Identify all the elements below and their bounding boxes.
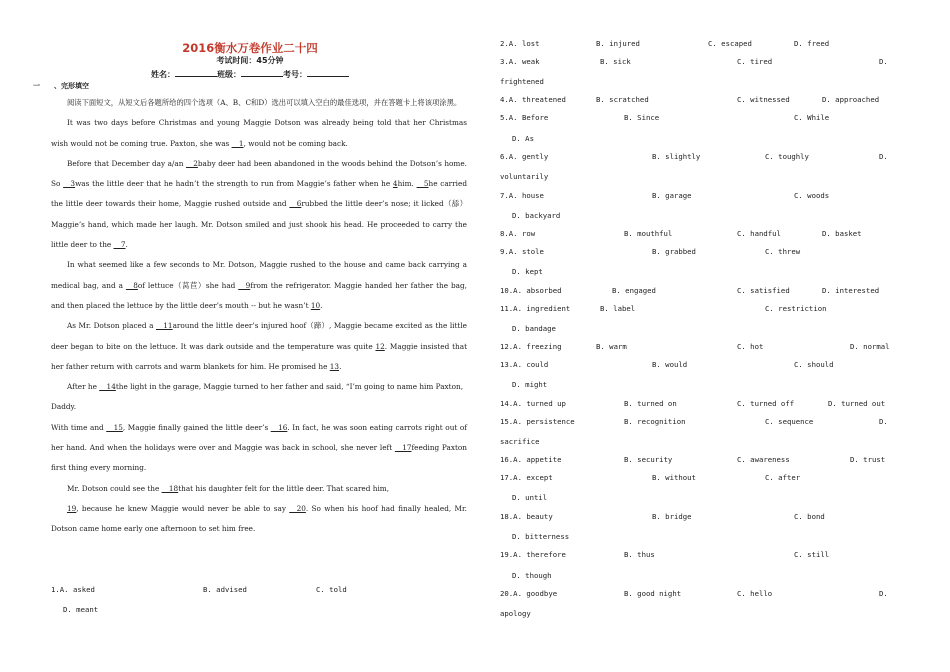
option-a: 20.A. goodbye bbox=[500, 589, 558, 598]
option-d: apology bbox=[500, 609, 531, 618]
option-d: sacrifice bbox=[500, 437, 540, 446]
option-b: B. Since bbox=[624, 113, 660, 122]
class-blank bbox=[241, 68, 283, 77]
option-b: B. bridge bbox=[652, 512, 692, 521]
option-c: C. toughly bbox=[765, 152, 809, 161]
option-a: 19.A. therefore bbox=[500, 550, 566, 559]
option-a: 1.A. asked bbox=[51, 585, 95, 594]
option-d: D. interested bbox=[822, 286, 880, 295]
option-d-letter: D. bbox=[879, 589, 888, 598]
option-c: C. tired bbox=[737, 57, 773, 66]
option-b: B. engaged bbox=[612, 286, 656, 295]
option-a: 15.A. persistence bbox=[500, 417, 575, 426]
option-d: D. might bbox=[512, 380, 548, 389]
option-a: 16.A. appetite bbox=[500, 455, 562, 464]
option-d-letter: D. bbox=[879, 152, 888, 161]
option-b: B. label bbox=[600, 304, 636, 313]
option-c: C. escaped bbox=[708, 39, 752, 48]
passage-paragraph: 19, because he knew Maggie would never be able to say __20. So when his hoof had finally healed, Mr. Dotson came home early one afternoon to set him free. bbox=[51, 503, 467, 534]
option-c: C. threw bbox=[765, 247, 801, 256]
option-c: C. after bbox=[765, 473, 801, 482]
option-a: 11.A. ingredient bbox=[500, 304, 571, 313]
option-d: D. until bbox=[512, 493, 548, 502]
option-d: D. backyard bbox=[512, 211, 561, 220]
option-c: C. woods bbox=[794, 191, 830, 200]
option-d: D. bitterness bbox=[512, 532, 570, 541]
option-a: 8.A. row bbox=[500, 229, 536, 238]
cloze-passage bbox=[51, 93, 467, 540]
passage-paragraph: After he __14the light in the garage, Maggie turned to her father and said, “I’m going to name him Paxton, Daddy. bbox=[51, 382, 464, 412]
option-c: C. hot bbox=[737, 342, 764, 351]
section-heading bbox=[33, 81, 89, 91]
option-a: 6.A. gently bbox=[500, 152, 549, 161]
number-blank bbox=[307, 68, 349, 77]
option-b: B. grabbed bbox=[652, 247, 696, 256]
option-c: C. bond bbox=[794, 512, 825, 521]
option-d: D. bandage bbox=[512, 324, 556, 333]
option-b: B. good night bbox=[624, 589, 682, 598]
option-b: B. advised bbox=[203, 585, 247, 594]
option-b: B. mouthful bbox=[624, 229, 673, 238]
option-b: B. warm bbox=[596, 342, 627, 351]
passage-paragraph: Before that December day a/an __2baby deer had been abandoned in the woods behind the Dotson’s home. So __3was the little deer that he hadn’t the strength to run from Maggie’s father when he 4him. __5he carried the little deer towards their home, Maggie rushed outside and __6rubbed the little deer’s nose; it licked（舔）Maggie’s hand, which made her laugh. Mr. Dotson smiled and just shook his head. He proceeded to carry the little deer to the __7. bbox=[51, 158, 467, 250]
option-d: frightened bbox=[500, 77, 544, 86]
option-a: 12.A. freezing bbox=[500, 342, 562, 351]
option-c: C. turned off bbox=[737, 399, 795, 408]
option-c: C. witnessed bbox=[737, 95, 790, 104]
class-label: 班级： bbox=[217, 70, 241, 79]
exam-title: 2016衡水万卷作业二十四 bbox=[182, 41, 318, 55]
option-b: B. turned on bbox=[624, 399, 677, 408]
option-d: D. though bbox=[512, 571, 552, 580]
number-label: 考号： bbox=[283, 70, 307, 79]
instructions: 阅读下面短文，从短文后各题所给的四个选项（A、B、C和D）选出可以填入空白的最佳选项，并在答题卡上将该项涂黑。 bbox=[67, 98, 462, 107]
option-c: C. sequence bbox=[765, 417, 814, 426]
option-b: B. garage bbox=[652, 191, 692, 200]
passage-paragraph: In what seemed like a few seconds to Mr. Dotson, Maggie rushed to the house and came back carrying a medical bag, and a __8of lettuce（莴苣）she had __9from the refrigerator. Maggie handed her father the bag, and then placed the lettuce by the little deer’s mouth -- but he wasn’t 10. bbox=[51, 260, 468, 310]
option-b: B. recognition bbox=[624, 417, 686, 426]
option-c: C. should bbox=[794, 360, 834, 369]
option-b: B. scratched bbox=[596, 95, 649, 104]
option-c: C. While bbox=[794, 113, 830, 122]
option-a: 3.A. weak bbox=[500, 57, 540, 66]
option-a: 2.A. lost bbox=[500, 39, 540, 48]
passage-paragraph: Mr. Dotson could see the __18that his daughter felt for the little deer. That scared him, bbox=[67, 483, 390, 493]
passage-paragraph: With time and __15, Maggie finally gained the little deer’s __16. In fact, he was soon eating carrots right out of her hand. And when the holidays were over and Maggie was back in school, she never left __17feeding Paxton first thing every morning. bbox=[51, 422, 467, 473]
option-d: D. basket bbox=[822, 229, 862, 238]
option-c: C. handful bbox=[737, 229, 781, 238]
option-a: 5.A. Before bbox=[500, 113, 549, 122]
option-c: C. restriction bbox=[765, 304, 827, 313]
option-b: B. security bbox=[624, 455, 673, 464]
option-c: C. awareness bbox=[737, 455, 790, 464]
option-d: D. kept bbox=[512, 267, 543, 276]
option-b: B. injured bbox=[596, 39, 640, 48]
option-d: D. normal bbox=[850, 342, 890, 351]
section-title: 、完形填空 bbox=[54, 82, 89, 90]
option-a: 9.A. stole bbox=[500, 247, 544, 256]
option-c: C. satisfied bbox=[737, 286, 790, 295]
option-b: B. without bbox=[652, 473, 696, 482]
option-d-letter: D. bbox=[879, 417, 888, 426]
option-c: C. hello bbox=[737, 589, 773, 598]
option-a: 18.A. beauty bbox=[500, 512, 553, 521]
option-c: C. still bbox=[794, 550, 830, 559]
option-d-letter: D. bbox=[879, 57, 888, 66]
passage-paragraph: As Mr. Dotson placed a __11around the little deer’s injured hoof（蹄）, Maggie became excited as the little deer began to bite on the lettuce. It was dark outside and the temperature was quite 12. Maggie insisted that her father return with carrots and warm blankets for him. He promised he 13. bbox=[51, 321, 467, 371]
option-a: 7.A. house bbox=[500, 191, 544, 200]
option-d: D. approached bbox=[822, 95, 880, 104]
option-d: D. As bbox=[512, 134, 534, 143]
option-b: B. thus bbox=[624, 550, 655, 559]
student-info-line bbox=[0, 68, 500, 80]
name-label: 姓名： bbox=[151, 70, 175, 79]
option-d: D. freed bbox=[794, 39, 830, 48]
option-d: D. turned out bbox=[828, 399, 886, 408]
option-d: voluntarily bbox=[500, 172, 549, 181]
name-blank bbox=[175, 68, 217, 77]
exam-time: 考试时间：45分钟 bbox=[216, 56, 284, 65]
option-a: 10.A. absorbed bbox=[500, 286, 562, 295]
option-c: C. told bbox=[316, 585, 347, 594]
option-d: D. trust bbox=[850, 455, 886, 464]
option-a: 13.A. could bbox=[500, 360, 549, 369]
option-d: D. meant bbox=[63, 605, 99, 614]
option-a: 17.A. except bbox=[500, 473, 553, 482]
option-b: B. would bbox=[652, 360, 688, 369]
option-a: 4.A. threatened bbox=[500, 95, 566, 104]
option-b: B. sick bbox=[600, 57, 631, 66]
section-number: 一 bbox=[33, 82, 40, 90]
option-a: 14.A. turned up bbox=[500, 399, 566, 408]
passage-paragraph: It was two days before Christmas and young Maggie Dotson was already being told that her Christmas wish would not be coming true. Paxton, she was __1, would not be coming back. bbox=[51, 118, 467, 148]
option-b: B. slightly bbox=[652, 152, 701, 161]
